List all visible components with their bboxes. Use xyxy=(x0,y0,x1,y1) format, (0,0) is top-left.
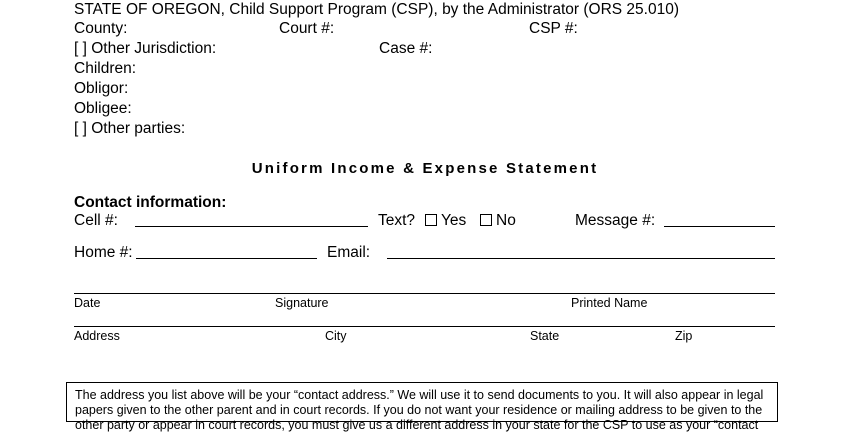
case-number-label: Case #: xyxy=(379,40,433,57)
other-parties-label: [ ] Other parties: xyxy=(74,120,186,137)
signature-line[interactable] xyxy=(74,293,775,294)
state-label: State xyxy=(530,329,560,343)
notice-text: The address you list above will be your “contact address.” We will use it to send documents to you. It will also appear in legal papers given to the other parent and in court records. If you do not want your residence or mailing address to be given to the other party or appear in court records, you must give us a different address in your state for the CSP to use as your “contact xyxy=(75,388,764,432)
no-option[interactable] xyxy=(480,212,516,230)
message-label: Message #: xyxy=(575,212,656,229)
email-field[interactable] xyxy=(387,258,775,259)
address-line[interactable] xyxy=(74,326,775,327)
text-label: Text? xyxy=(378,212,416,229)
form-title: Uniform Income & Expense Statement xyxy=(251,160,599,177)
yes-label: Yes xyxy=(441,212,467,229)
city-label: City xyxy=(325,329,347,343)
court-number-label: Court #: xyxy=(279,20,335,37)
children-label: Children: xyxy=(74,60,137,77)
printed-name-label: Printed Name xyxy=(571,296,648,310)
county-label: County: xyxy=(74,20,128,37)
no-label: No xyxy=(496,212,516,229)
address-label: Address xyxy=(74,329,120,343)
yes-option[interactable] xyxy=(425,212,466,230)
obligee-label: Obligee: xyxy=(74,100,132,117)
cell-label: Cell #: xyxy=(74,212,118,229)
other-jurisdiction-label: [ ] Other Jurisdiction: xyxy=(74,40,217,57)
yes-checkbox[interactable] xyxy=(425,214,437,226)
contact-heading: Contact information: xyxy=(74,194,227,211)
obligor-label: Obligor: xyxy=(74,80,129,97)
home-label: Home #: xyxy=(74,244,133,261)
zip-label: Zip xyxy=(675,329,693,343)
signature-label: Signature xyxy=(275,296,329,310)
no-checkbox[interactable] xyxy=(480,214,492,226)
csp-number-label: CSP #: xyxy=(529,20,578,37)
home-field[interactable] xyxy=(136,258,317,259)
header-line: STATE OF OREGON, Child Support Program (CSP), by the Administrator (ORS 25.010) xyxy=(74,1,679,18)
contact-address-notice xyxy=(66,382,778,432)
date-label: Date xyxy=(74,296,101,310)
message-field[interactable] xyxy=(664,226,775,227)
email-label: Email: xyxy=(327,244,371,261)
cell-field[interactable] xyxy=(135,226,368,227)
